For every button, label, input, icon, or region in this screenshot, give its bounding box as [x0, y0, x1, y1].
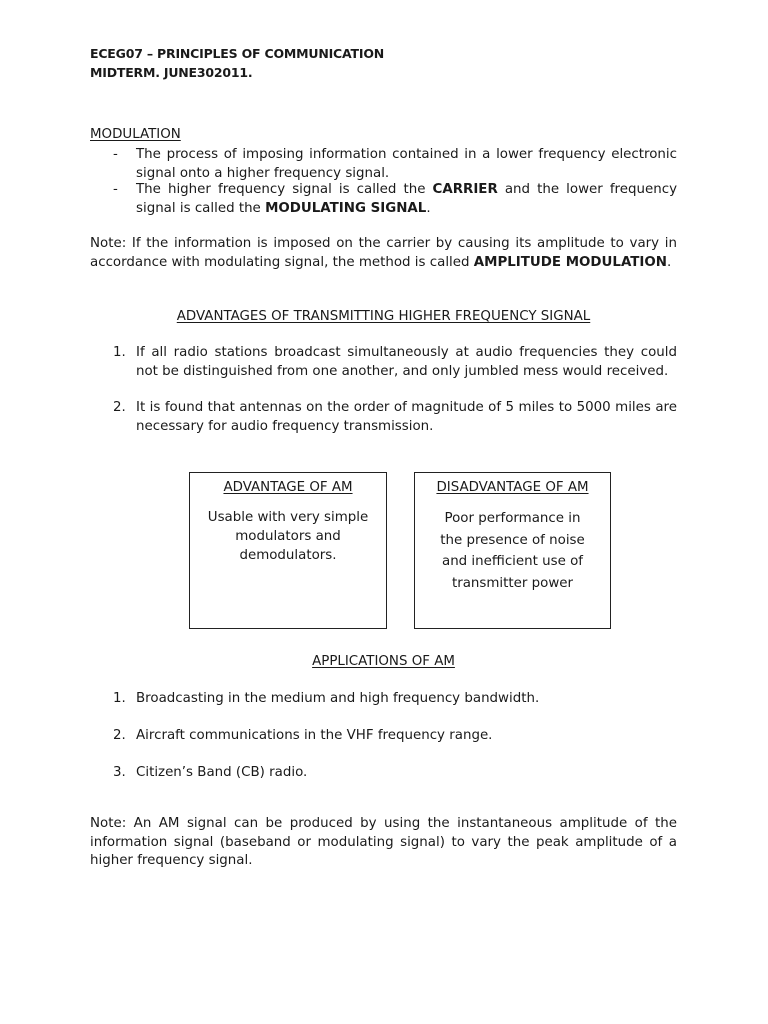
amplitude-modulation-note: [90, 235, 677, 272]
item-number: 1.: [113, 345, 126, 360]
bullet-text-part: The higher frequency signal is called the: [136, 182, 433, 197]
advantage-of-am-box: [189, 472, 387, 629]
carrier-term: CARRIER: [432, 182, 498, 197]
disadvantage-of-am-title: DISADVANTAGE OF AM: [436, 480, 589, 495]
advantage-of-am-text: Usable with very simple modulators and demodulators.: [207, 510, 369, 563]
bullet-text: The process of imposing information contained in a lower frequency electronic signal onto a higher frequency signal.: [136, 147, 677, 181]
course-title: ECEG07 – PRINCIPLES OF COMMUNICATION: [90, 46, 385, 61]
application-item-2: [113, 727, 677, 747]
bullet-text: [136, 181, 677, 218]
modulation-bullet-1: [113, 146, 677, 184]
disadvantage-of-am-text: Poor performance in the presence of noise and inefficient use of transmitter power: [440, 511, 585, 591]
item-number: 1.: [113, 691, 126, 706]
item-text: Citizen’s Band (CB) radio.: [136, 765, 308, 780]
item-number: 2.: [113, 728, 126, 743]
applications-heading: APPLICATIONS OF AM: [312, 654, 455, 669]
item-text: Aircraft communications in the VHF frequency range.: [136, 728, 493, 743]
application-item-1: [113, 690, 677, 710]
note-text: Note: If the information is imposed on the carrier by causing its amplitude to vary in accordance with modulating signal, the method is called: [90, 236, 677, 270]
item-text: Broadcasting in the medium and high frequency bandwidth.: [136, 691, 540, 706]
exam-title: MIDTERM. JUNE302011.: [90, 65, 253, 80]
bullet-text-part: .: [426, 200, 431, 216]
modulation-bullet-2: [113, 181, 677, 219]
modulation-heading: MODULATION: [90, 127, 181, 142]
note-text: .: [666, 254, 672, 270]
advantage-of-am-title: ADVANTAGE OF AM: [223, 480, 353, 495]
application-item-3: [113, 764, 677, 784]
item-number: 3.: [113, 765, 126, 780]
dash-marker: -: [113, 147, 118, 162]
item-text: If all radio stations broadcast simultaneously at audio frequencies they could not be distinguished from one another, and only jumbled mess would received.: [136, 345, 677, 379]
advantage-item-2: [113, 399, 677, 437]
item-text: It is found that antennas on the order of magnitude of 5 miles to 5000 miles are necessary for audio frequency transmission.: [136, 400, 677, 434]
applications-heading-wrap: [90, 654, 677, 669]
document-header: [90, 44, 490, 82]
disadvantage-of-am-box: [414, 472, 611, 629]
advantage-item-1: [113, 344, 677, 382]
item-number: 2.: [113, 400, 126, 415]
modulating-signal-term: MODULATING SIGNAL: [265, 200, 427, 216]
bullet-text-part: and the lower frequency signal is called the: [136, 182, 677, 216]
am-signal-note: Note: An AM signal can be produced by using the instantaneous amplitude of the information signal (baseband or modulating signal) to vary the peak amplitude of a higher frequency signal.: [90, 816, 677, 868]
dash-marker: -: [113, 182, 118, 197]
amplitude-modulation-term: AMPLITUDE MODULATION: [473, 254, 667, 270]
advantages-hf-heading: ADVANTAGES OF TRANSMITTING HIGHER FREQUENCY SIGNAL: [176, 309, 591, 324]
advantages-hf-heading-wrap: [90, 309, 677, 324]
